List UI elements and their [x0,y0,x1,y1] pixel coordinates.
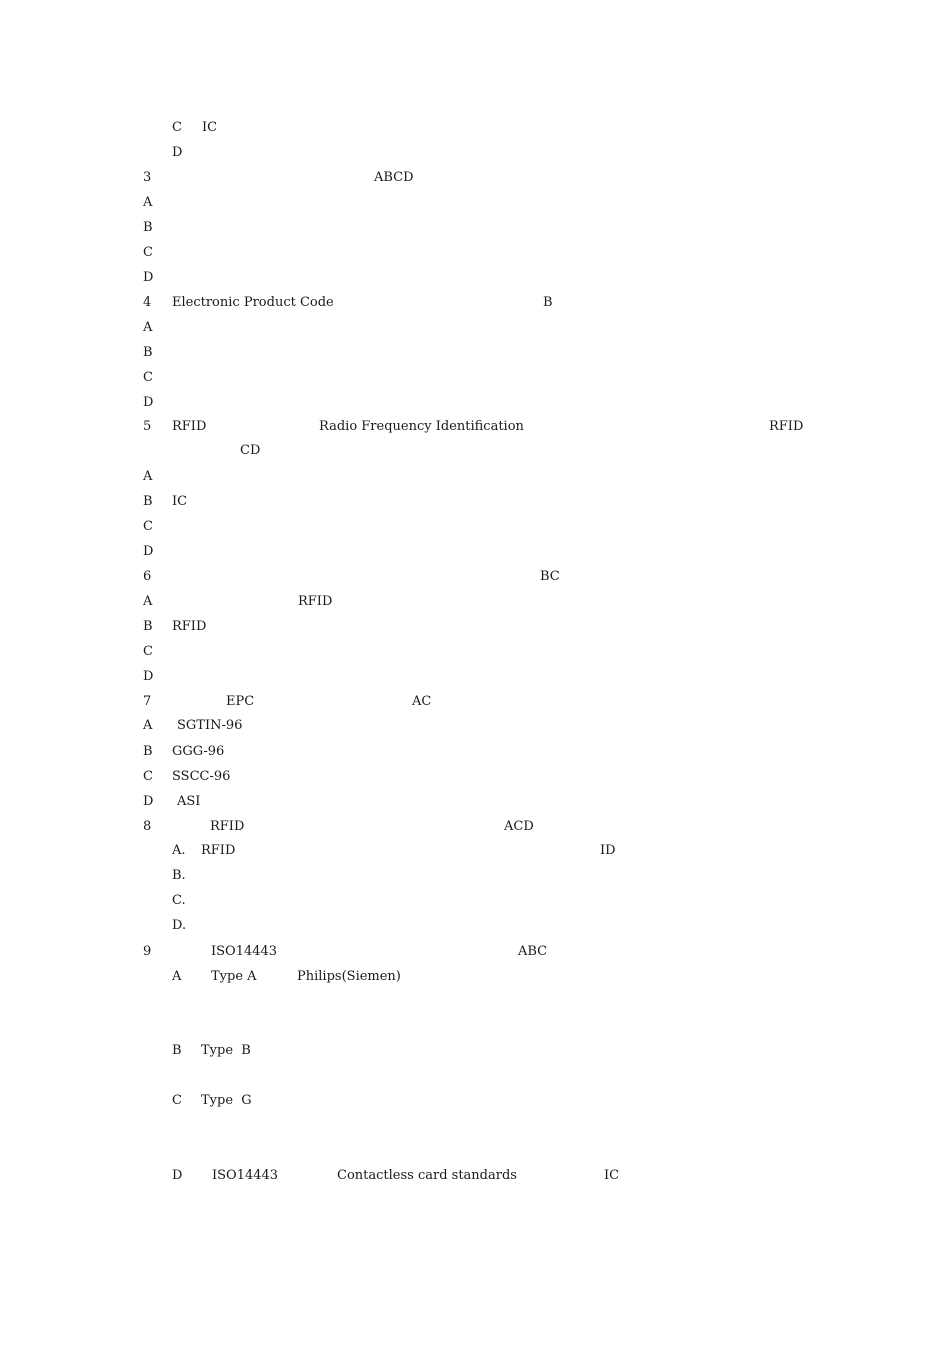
doc-text-q8-1: RFID [210,819,245,834]
doc-text-q5d-0: D [143,544,154,559]
doc-text-q7-2: AC [412,694,432,709]
doc-text-q4c-0: C [143,370,153,385]
doc-text-q5c-0: C [143,519,153,534]
doc-text-q7c-0: C [143,769,153,784]
doc-text-q6a-0: A [143,594,153,609]
doc-text-q6c-0: C [143,644,153,659]
doc-text-q7c-1: SSCC-96 [172,769,231,784]
doc-text-q9-0: 9 [143,944,152,959]
doc-text-q4-2: B [543,295,553,310]
doc-text-q5-1: RFID [172,419,207,434]
doc-text-q7-1: EPC [226,694,255,709]
doc-text-q9-2: ABC [518,944,548,959]
doc-text-q3-0: 3 [143,170,152,185]
doc-text-q3d-0: D [143,270,154,285]
doc-text-q4-0: 4 [143,295,152,310]
doc-text-q3-1: ABCD [374,170,414,185]
doc-text-q9d-0: D [172,1168,183,1183]
doc-text-q9a-2: Philips(Siemen) [297,969,401,984]
doc-text-q8c-0: C. [172,893,186,908]
doc-text-q7d-0: D [143,794,154,809]
doc-text-q5-2: Radio Frequency Identification [319,419,524,434]
doc-text-q9b-1: Type B [201,1043,251,1058]
doc-text-q9d-2: Contactless card standards [337,1168,517,1183]
doc-text-q6-1: BC [540,569,560,584]
doc-text-q9b-0: B [172,1043,182,1058]
doc-text-q8a-2: ID [600,843,616,858]
doc-text-q7d-1: ASI [177,794,201,809]
doc-text-q6a-1: RFID [298,594,333,609]
doc-text-q6-0: 6 [143,569,152,584]
doc-text-q9c-0: C [172,1093,182,1108]
doc-text-q6b-0: B [143,619,153,634]
doc-text-q5cont-0: CD [240,443,261,458]
doc-text-q5a-0: A [143,469,153,484]
doc-text-q3c-0: C [143,245,153,260]
doc-text-q9a-1: Type A [211,969,257,984]
doc-text-q6b-1: RFID [172,619,207,634]
doc-text-q5b-1: IC [172,494,188,509]
doc-text-q8a-1: RFID [201,843,236,858]
doc-text-q4-1: Electronic Product Code [172,295,334,310]
doc-text-q9a-0: A [172,969,182,984]
doc-text-q5-0: 5 [143,419,152,434]
doc-text-q7-0: 7 [143,694,152,709]
doc-text-q9c-1: Type G [201,1093,252,1108]
doc-text-l1-1: IC [202,120,218,135]
doc-text-q7a-0: A [143,718,153,733]
doc-text-q8-2: ACD [504,819,534,834]
doc-text-q8-0: 8 [143,819,152,834]
doc-text-q8d-0: D. [172,918,187,933]
doc-text-q4b-0: B [143,345,153,360]
doc-text-q3b-0: B [143,220,153,235]
doc-text-q4a-0: A [143,320,153,335]
doc-text-q6d-0: D [143,669,154,684]
doc-text-q8a-0: A. [172,843,186,858]
doc-text-q5-3: RFID [769,419,804,434]
doc-text-l2-0: D [172,145,183,160]
doc-text-q7b-0: B [143,744,153,759]
doc-text-q7a-1: SGTIN-96 [177,718,243,733]
doc-text-q3a-0: A [143,195,153,210]
doc-text-l1-0: C [172,120,182,135]
doc-text-q7b-1: GGG-96 [172,744,225,759]
doc-text-q9d-3: IC [604,1168,620,1183]
doc-text-q8b-0: B. [172,868,186,883]
doc-text-q9-1: ISO14443 [211,944,278,959]
doc-text-q5b-0: B [143,494,153,509]
doc-text-q9d-1: ISO14443 [212,1168,279,1183]
doc-text-q4d-0: D [143,395,154,410]
